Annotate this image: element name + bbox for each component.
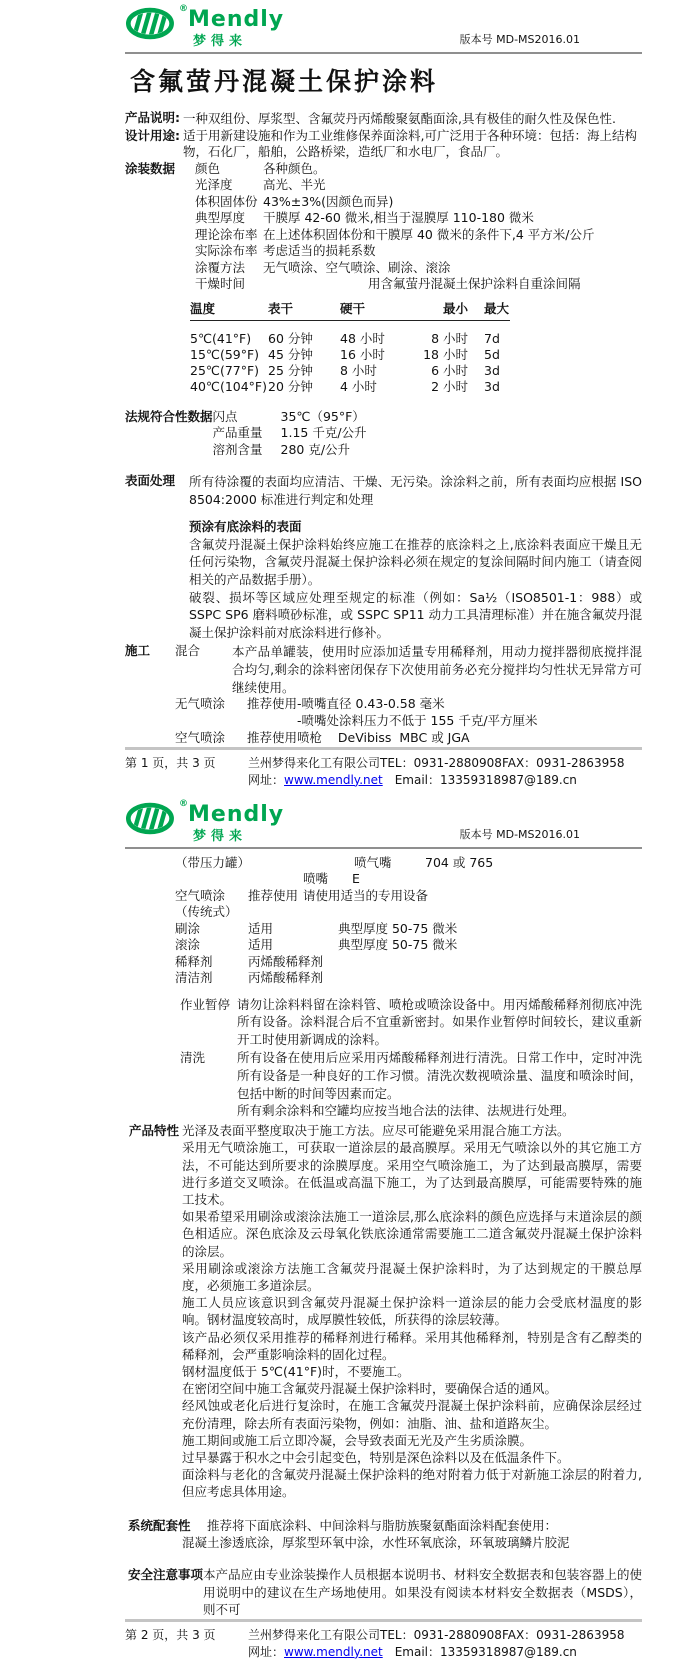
row-value: 各种颜色。 xyxy=(263,160,326,176)
drying-time-table xyxy=(190,301,530,395)
registered-mark: ® xyxy=(179,4,188,14)
air-spray-row xyxy=(175,730,642,747)
page-1 xyxy=(0,0,687,795)
mixing-text: 本产品单罐装，使用时应添加适量专用稀释剂，用动力搅拌器彻底搅拌混合均匀,剩余的涂料密闭保存下次使用前务必充分搅拌均匀性状无异常方可继续使用。 xyxy=(232,644,642,695)
row-value: 35℃（95°F） xyxy=(280,408,365,424)
precoat-heading: 预涂有底涂料的表面 xyxy=(189,519,302,535)
row-key: 溶剂含量 xyxy=(212,441,263,457)
air-spray-label: 空气喷涂 xyxy=(175,887,226,903)
recommended-label: 推荐使用 xyxy=(247,696,298,712)
regulatory-section xyxy=(125,409,642,459)
brand-name: Mendly xyxy=(188,7,285,32)
brand-name-cn: 梦得来 xyxy=(193,828,248,844)
website-link[interactable]: www.mendly.net xyxy=(284,772,383,787)
table-cell: 40℃(104°F) xyxy=(190,378,267,394)
drying-time-label: 干燥时间 xyxy=(195,276,246,292)
row-key: 光泽度 xyxy=(195,177,233,193)
product-description-text: 一种双组份、厚浆型、含氟荧丹丙烯酸聚氨酯面涂,具有极佳的耐久性及保色性. xyxy=(183,111,616,126)
recommended-label: 推荐使用 xyxy=(247,729,298,745)
table-cell: 60 分钟 xyxy=(268,330,313,346)
feature-paragraph: 采用刷涂或滚涂方法施工含氟荧丹混凝土保护涂料时，为了达到规定的干膜总厚度，必须施工多道涂层。 xyxy=(182,1260,642,1294)
company-tel: TEL：0931-2880908 xyxy=(380,755,502,770)
drying-time-row xyxy=(195,276,642,293)
table-cell: 8 小时 xyxy=(340,362,377,378)
thinner-label: 稀释剂 xyxy=(175,953,213,969)
footer-line1 xyxy=(125,755,642,772)
row-key: 体积固体份 xyxy=(195,193,258,209)
table-header-cell: 硬干 xyxy=(340,300,366,316)
table-header-cell: 表干 xyxy=(268,300,294,316)
row-value: 43%±3%(因颜色而异) xyxy=(263,193,394,209)
feature-paragraph: 该产品必须仅采用推荐的稀释剂进行稀释。采用其他稀释剂，特别是含有乙醇类的稀释剂，会严重影响涂料的固化过程。 xyxy=(182,1329,642,1362)
work-pause-row xyxy=(180,996,642,1049)
airless-spray-row xyxy=(175,696,642,730)
table-cell: 45 分钟 xyxy=(268,346,313,362)
company-name: 兰州梦得来化工有限公司 xyxy=(248,755,381,770)
regulatory-row xyxy=(213,425,642,442)
website-label: 网址： xyxy=(248,772,285,787)
surface-treatment-section xyxy=(125,473,642,508)
feature-paragraph: 光泽及表面平整度取决于施工方法。应尽可能避免采用混合施工方法。 xyxy=(182,1123,570,1139)
table-cell: 5℃(41°F) xyxy=(190,330,252,346)
system-compatibility-label: 系统配套性 xyxy=(128,1517,191,1533)
page2-equipment-rows xyxy=(175,855,642,987)
table-cell: 6 小时 xyxy=(431,362,468,378)
design-use-text: 适于用新建设施和作为工业维修保养面涂料,可广泛用于各种环境：包括：海上结构物，石化厂，船舶，公路桥梁，造纸厂和水电厂，食品厂。 xyxy=(183,127,637,160)
application-body xyxy=(175,643,642,746)
product-description-label: 产品说明: xyxy=(125,110,180,125)
roller-thickness: 典型厚度 50-75 微米 xyxy=(338,937,458,953)
company-fax: FAX：0931-2863958 xyxy=(501,1627,625,1642)
row-value: 1.15 千克/公升 xyxy=(280,425,367,441)
table-cell: 16 小时 xyxy=(340,346,385,362)
footer-line1 xyxy=(125,1627,642,1644)
surface-treatment-text: 所有待涂覆的表面均应清洁、干燥、无污染。涂涂料之前，所有表面均应根据 ISO 8504:2000 标准进行判定和处理 xyxy=(189,474,642,507)
cleaner-label: 清洁剂 xyxy=(175,970,213,986)
header-divider xyxy=(125,52,642,54)
airless-spray-values xyxy=(297,696,642,730)
row-value: 干膜厚 42-60 微米,相当于湿膜厚 110-180 微米 xyxy=(263,210,534,226)
safety-label: 安全注意事项 xyxy=(128,1567,204,1583)
system-compatibility-text: 推荐将下面底涂料、中间涂料与脂肪族聚氨酯面涂料配套使用： xyxy=(207,1517,558,1533)
feature-paragraph: 施工人员应该意识到含氟荧丹混凝土保护涂料一道涂层的能力会受底材温度的影响。钢材温度较高时，成厚膜性较低，所获得的涂层较薄。 xyxy=(182,1295,642,1328)
row-value: 在上述体积固体份和干膜厚 40 微米的条件下,4 平方米/公斤 xyxy=(263,226,595,242)
airless-spray-label: 无气喷涂 xyxy=(175,696,226,712)
table-cell: 3d xyxy=(484,378,500,394)
airless-spray-line: -喷嘴处涂料压力不低于 155 千克/平方厘米 xyxy=(297,713,538,729)
system-compatibility-products: 混凝土渗透底涂，厚浆型环氧中涂，水性环氧底涂，环氧玻璃鳞片胶泥 xyxy=(182,1534,570,1550)
mixing-label: 混合 xyxy=(175,643,201,659)
regulatory-rows xyxy=(213,409,642,459)
feature-paragraph: 经风蚀或老化后进行复涂时，在施工含氟荧丹混凝土保护涂料前，应确保涂层经过充份清理，除去所有表面污染物，例如：油脂、油、盐和道路灰尘。 xyxy=(182,1398,642,1431)
row-key: 颜色 xyxy=(195,160,221,176)
thinner-value: 丙烯酸稀释剂 xyxy=(248,953,324,969)
coating-row xyxy=(195,194,642,211)
application-section xyxy=(125,643,642,746)
feature-paragraph: 施工期间或施工后立即冷凝，会导致表面无光及产生劣质涂膜。 xyxy=(182,1432,533,1448)
brand-name: Mendly xyxy=(188,801,285,827)
page2-header xyxy=(125,795,642,844)
coating-row xyxy=(195,260,642,277)
application-label: 施工 xyxy=(125,643,151,659)
cleaning-row xyxy=(180,1049,642,1120)
product-features-section xyxy=(125,1122,642,1500)
nozzle-label: 喷嘴 xyxy=(303,871,329,887)
mendly-logo-icon xyxy=(125,802,177,835)
air-spray-label: 空气喷涂 xyxy=(175,729,226,745)
applicable-label: 适用 xyxy=(248,920,274,936)
coating-data-rows xyxy=(195,161,642,293)
table-cell: 15℃(59°F) xyxy=(190,346,260,362)
row-key: 理论涂布率 xyxy=(195,226,258,242)
feature-paragraph: 在密闭空间中施工含氟荧丹混凝土保护涂料时，要确保合适的通风。 xyxy=(182,1381,558,1397)
table-cell: 8 小时 xyxy=(431,330,468,346)
pressure-pot-row xyxy=(175,855,642,872)
cleaner-row xyxy=(175,970,642,987)
product-description-row xyxy=(125,110,642,128)
coating-data-section xyxy=(125,161,642,293)
precoat-paragraph: 含氟荧丹混凝土保护涂料始终应施工在推荐的底涂料之上,底涂料表面应干燥且无任何污染物，含氟荧丹混凝土保护涂料必须在规定的复涂间隔时间内施工（请查阅相关的产品数据手册）。 xyxy=(189,536,642,588)
coating-row xyxy=(195,177,642,194)
feature-paragraph: 钢材温度低于 5℃(41°F)时，不要施工。 xyxy=(182,1364,410,1380)
feature-paragraph: 面涂料与老化的含氟荧丹混凝土保护涂料的绝对附着力低于对新施工涂层的附着力,但应考虑具体用途。 xyxy=(182,1467,642,1500)
precoat-block xyxy=(189,518,642,641)
table-cell: 5d xyxy=(484,346,500,362)
brand-name-cn: 梦得来 xyxy=(193,34,248,49)
registered-mark: ® xyxy=(179,798,188,809)
row-key: 实际涂布率 xyxy=(195,243,258,259)
website-label: 网址： xyxy=(248,1644,285,1659)
nozzle-row xyxy=(175,871,642,888)
applicable-label: 适用 xyxy=(248,937,274,953)
regulatory-label: 法规符合性数据 xyxy=(125,408,213,424)
row-key: 产品重量 xyxy=(212,425,263,441)
table-cell: 20 分钟 xyxy=(268,378,313,394)
table-header-cell: 最大 xyxy=(484,300,510,316)
version-label: 版本号 MD-MS2016.01 xyxy=(459,827,580,841)
air-spray-value: 喷枪 DeVibiss MBC 或 JGA xyxy=(297,729,470,745)
table-row xyxy=(190,331,530,347)
cleaning-label: 清洗 xyxy=(180,1050,206,1065)
header-divider xyxy=(125,847,642,849)
conventional-row xyxy=(175,904,642,921)
regulatory-row xyxy=(213,409,642,426)
row-value: 280 克/公升 xyxy=(280,441,351,457)
table-cell: 25 分钟 xyxy=(268,362,313,378)
feature-paragraph: 如果希望采用刷涂或滚涂法施工一道涂层,那么底涂料的颜色应选择与末道涂层的颜色相适应。深色底涂及云母氧化铁底涂通常需要施工二道含氟荧丹混凝土保护涂料的涂层。 xyxy=(182,1209,642,1259)
conventional-label: （传统式） xyxy=(175,904,238,920)
product-features-body xyxy=(182,1122,642,1500)
table-header-cell: 温度 xyxy=(190,300,216,316)
row-key: 闪点 xyxy=(212,408,238,424)
pressure-pot-label: （带压力罐） xyxy=(175,854,251,870)
table-header-cell: 最小 xyxy=(442,300,468,316)
brush-thickness: 典型厚度 50-75 微米 xyxy=(338,920,458,936)
logo-text xyxy=(179,798,285,844)
product-features-label: 产品特性 xyxy=(129,1123,180,1139)
air-spray-row xyxy=(175,888,642,905)
safety-section xyxy=(125,1566,642,1619)
mendly-logo xyxy=(125,4,285,49)
table-row xyxy=(190,379,530,395)
company-tel: TEL：0931-2880908 xyxy=(380,1627,502,1642)
nozzle-value: E xyxy=(352,871,360,887)
company-fax: FAX：0931-2863958 xyxy=(501,755,625,770)
product-title: 含氟萤丹混凝土保护涂料 xyxy=(130,67,439,96)
regulatory-row xyxy=(213,442,642,459)
version-label: 版本号 MD-MS2016.01 xyxy=(459,33,580,46)
row-value: 无气喷涂、空气喷涂、刷涂、滚涂 xyxy=(263,259,451,275)
table-cell: 4 小时 xyxy=(340,378,377,394)
design-use-row xyxy=(125,128,642,161)
row-key: 涂覆方法 xyxy=(195,259,246,275)
thinner-row xyxy=(175,954,642,971)
roller-row xyxy=(175,937,642,954)
row-value: 考虑适当的损耗系数 xyxy=(263,243,376,259)
row-key: 典型厚度 xyxy=(195,210,246,226)
cleaning-paragraph: 所有设备在使用后应采用丙烯酸稀释剂进行清洗。日常工作中，定时冲洗所有设备是一种良好的工作习惯。清洗次数视喷涂量、温度和喷涂时间，包括中断的时间等因素而定。 xyxy=(237,1050,642,1101)
table-row xyxy=(190,347,530,363)
table-header-divider xyxy=(190,320,510,321)
page1-header xyxy=(125,0,642,49)
table-row xyxy=(190,363,530,379)
table-header-row xyxy=(190,301,530,317)
page-number: 第 1 页，共 3 页 xyxy=(125,755,216,770)
mixing-row xyxy=(175,643,642,696)
page1-footer xyxy=(125,747,642,789)
company-email: Email：13359318987@189.cn xyxy=(394,772,577,787)
table-cell: 2 小时 xyxy=(431,378,468,394)
drying-time-note: 用含氟萤丹混凝土保护涂料自重涂间隔 xyxy=(368,276,581,292)
cleaner-value: 丙烯酸稀释剂 xyxy=(248,970,324,986)
air-nozzle-label: 喷气嘴 xyxy=(354,854,392,870)
footer-line2 xyxy=(248,772,642,789)
mendly-logo xyxy=(125,798,285,844)
air-nozzle-value: 704 或 765 xyxy=(425,854,494,870)
cleaning-text xyxy=(237,1049,642,1120)
design-use-label: 设计用途: xyxy=(125,127,180,143)
feature-paragraph: 采用无气喷涂施工，可获取一道涂层的最高膜厚。采用无气喷涂以外的其它施工方法，不可能达到所要求的涂膜厚度。采用空气喷涂施工，为了达到最高膜厚，需要进行多道交叉喷涂。在低温或高温下施工，为了达到最高膜厚，可能需要特殊的施工技术。 xyxy=(182,1140,642,1207)
coating-row xyxy=(195,227,642,244)
table-cell: 25℃(77°F) xyxy=(190,362,260,378)
coating-row xyxy=(195,243,642,260)
cleaning-paragraph: 所有剩余涂料和空罐均应按当地合法的法律、法规进行处理。 xyxy=(237,1103,575,1119)
coating-row xyxy=(195,161,642,178)
brush-row xyxy=(175,921,642,938)
safety-text: 本产品应由专业涂装操作人员根据本说明书、材料安全数据表和包装容器上的使用说明中的建议在生产场地使用。如果没有阅读本材料安全数据表（MSDS），则不可 xyxy=(203,1567,642,1618)
precoat-paragraph: 破裂、损坏等区域应处理至规定的标准（例如：Sa½（ISO8501-1：988）或 SSPC SP6 磨料喷砂标准，或 SSPC SP11 动力工具清理标准）并在施含氟荧丹混凝土保护涂料前对底涂料进行修补。 xyxy=(189,589,642,640)
mendly-logo-icon xyxy=(125,7,177,40)
company-email: Email：13359318987@189.cn xyxy=(394,1644,577,1659)
page2-footer xyxy=(125,1619,642,1661)
roller-label: 滚涂 xyxy=(175,937,201,953)
work-pause-text: 请勿让涂料料留在涂料管、喷枪或喷涂设备中。用丙烯酸稀释剂彻底冲洗所有设备。涂料混合后不宜重新密封。如果作业暂停时间较长，建议重新开工时使用新调成的涂料。 xyxy=(237,996,642,1048)
row-value: 高光、半光 xyxy=(263,177,326,193)
air-spray-value: 请使用适当的专用设备 xyxy=(303,887,429,903)
footer-line2 xyxy=(248,1644,642,1661)
table-cell: 7d xyxy=(484,330,500,346)
coating-data-label: 涂装数据 xyxy=(125,160,176,176)
recommended-label: 推荐使用 xyxy=(248,887,299,903)
work-pause-label: 作业暂停 xyxy=(180,996,231,1012)
feature-paragraph: 过早暴露于积水之中会引起变色，特别是深色涂料以及在低温条件下。 xyxy=(182,1450,570,1466)
table-cell: 3d xyxy=(484,362,500,378)
table-cell: 48 小时 xyxy=(340,330,385,346)
surface-treatment-label: 表面处理 xyxy=(125,473,176,489)
page-number: 第 2 页，共 3 页 xyxy=(125,1627,216,1642)
system-compatibility-section xyxy=(125,1517,642,1534)
company-name: 兰州梦得来化工有限公司 xyxy=(248,1627,381,1642)
table-cell: 18 小时 xyxy=(423,346,468,362)
website-link[interactable]: www.mendly.net xyxy=(284,1644,383,1659)
logo-text xyxy=(179,4,285,49)
coating-row xyxy=(195,210,642,227)
page-2 xyxy=(0,795,687,1667)
brush-label: 刷涂 xyxy=(175,920,201,936)
airless-spray-line: -喷嘴直径 0.43-0.58 毫米 xyxy=(297,696,445,712)
